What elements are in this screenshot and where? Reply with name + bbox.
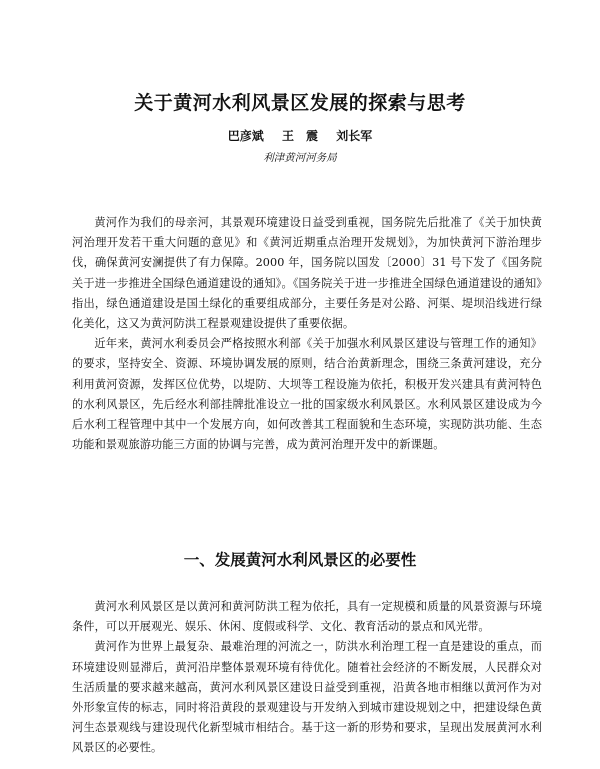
body-paragraph: 黄河作为我们的母亲河，其景观环境建设日益受到重视，国务院先后批准了《关于加快黄河治理开发若干重大问题的意见》和《黄河近期重点治理开发规划》，为加快黄河下游治理步伐，确保黄河安澜提供了有力保障。2000 年，国务院以国发〔2000〕31 号下发了《国务院关于进一步推进全国绿色通道建设的通知》。《国务院关于进一步推进全国绿色通道建设的通知》指出，绿色通道建设是国土绿化的重要组成部分，主要任务是对公路、河渠、堤坝沿线进行绿化美化，这又为黄河防洪工程景观建设提供了重要依据。	[72, 216, 542, 331]
section-1-body	[72, 597, 542, 759]
author-name: 王 震	[281, 129, 318, 143]
body-paragraph: 黄河水利风景区是以黄河和黄河防洪工程为依托，具有一定规模和质量的风景资源与环境条件，可以开展观光、娱乐、休闲、度假或科学、文化、教育活动的景点和风光带。	[72, 600, 542, 634]
section-heading: 一、发展黄河水利风景区的必要性	[183, 551, 417, 569]
intro-section	[72, 213, 542, 455]
body-paragraph: 近年来，黄河水利委员会严格按照水利部《关于加强水利风景区建设与管理工作的通知》的要求，坚持安全、资源、环境协调发展的原则，结合治黄新理念，围绕三条黄河建设，充分利用黄河资源，发挥区位优势，以堤防、大坝等工程设施为依托，积极开发兴建具有黄河特色的水利风景区，先后经水利部挂牌批准设立一批的国家级水利风景区。水利风景区建设成为今后水利工程管理中其中一个发展方向，如何改善其工程面貌和生态环境，实现防洪功能、生态功能和景观旅游功能三方面的协调与完善，成为黄河治理开发中的新课题。	[72, 337, 542, 452]
body-paragraph: 黄河作为世界上最复杂、最难治理的河流之一，防洪水利治理工程一直是建设的重点，而环境建设则显滞后，黄河沿岸整体景观环境有待优化。随着社会经济的不断发展，人民群众对生活质量的要求越来越高，黄河水利风景区建设日益受到重视，沿黄各地市相继以黄河作为对外形象宣传的标志，同时将沿黄段的景观建设与开发纳入到城市建设规划之中，把建设绿色黄河生态景观线与建设现代化新型城市相结合。基于这一新的形势和要求，呈现出发展黄河水利风景区的必要性。	[72, 640, 542, 755]
paper-title: 关于黄河水利风景区发展的探索与思考	[134, 92, 466, 114]
author-list	[0, 127, 600, 144]
author-affiliation: 利津黄河河务局	[263, 152, 337, 164]
author-name: 巴彦斌	[227, 129, 264, 143]
author-name: 刘长军	[336, 129, 373, 143]
